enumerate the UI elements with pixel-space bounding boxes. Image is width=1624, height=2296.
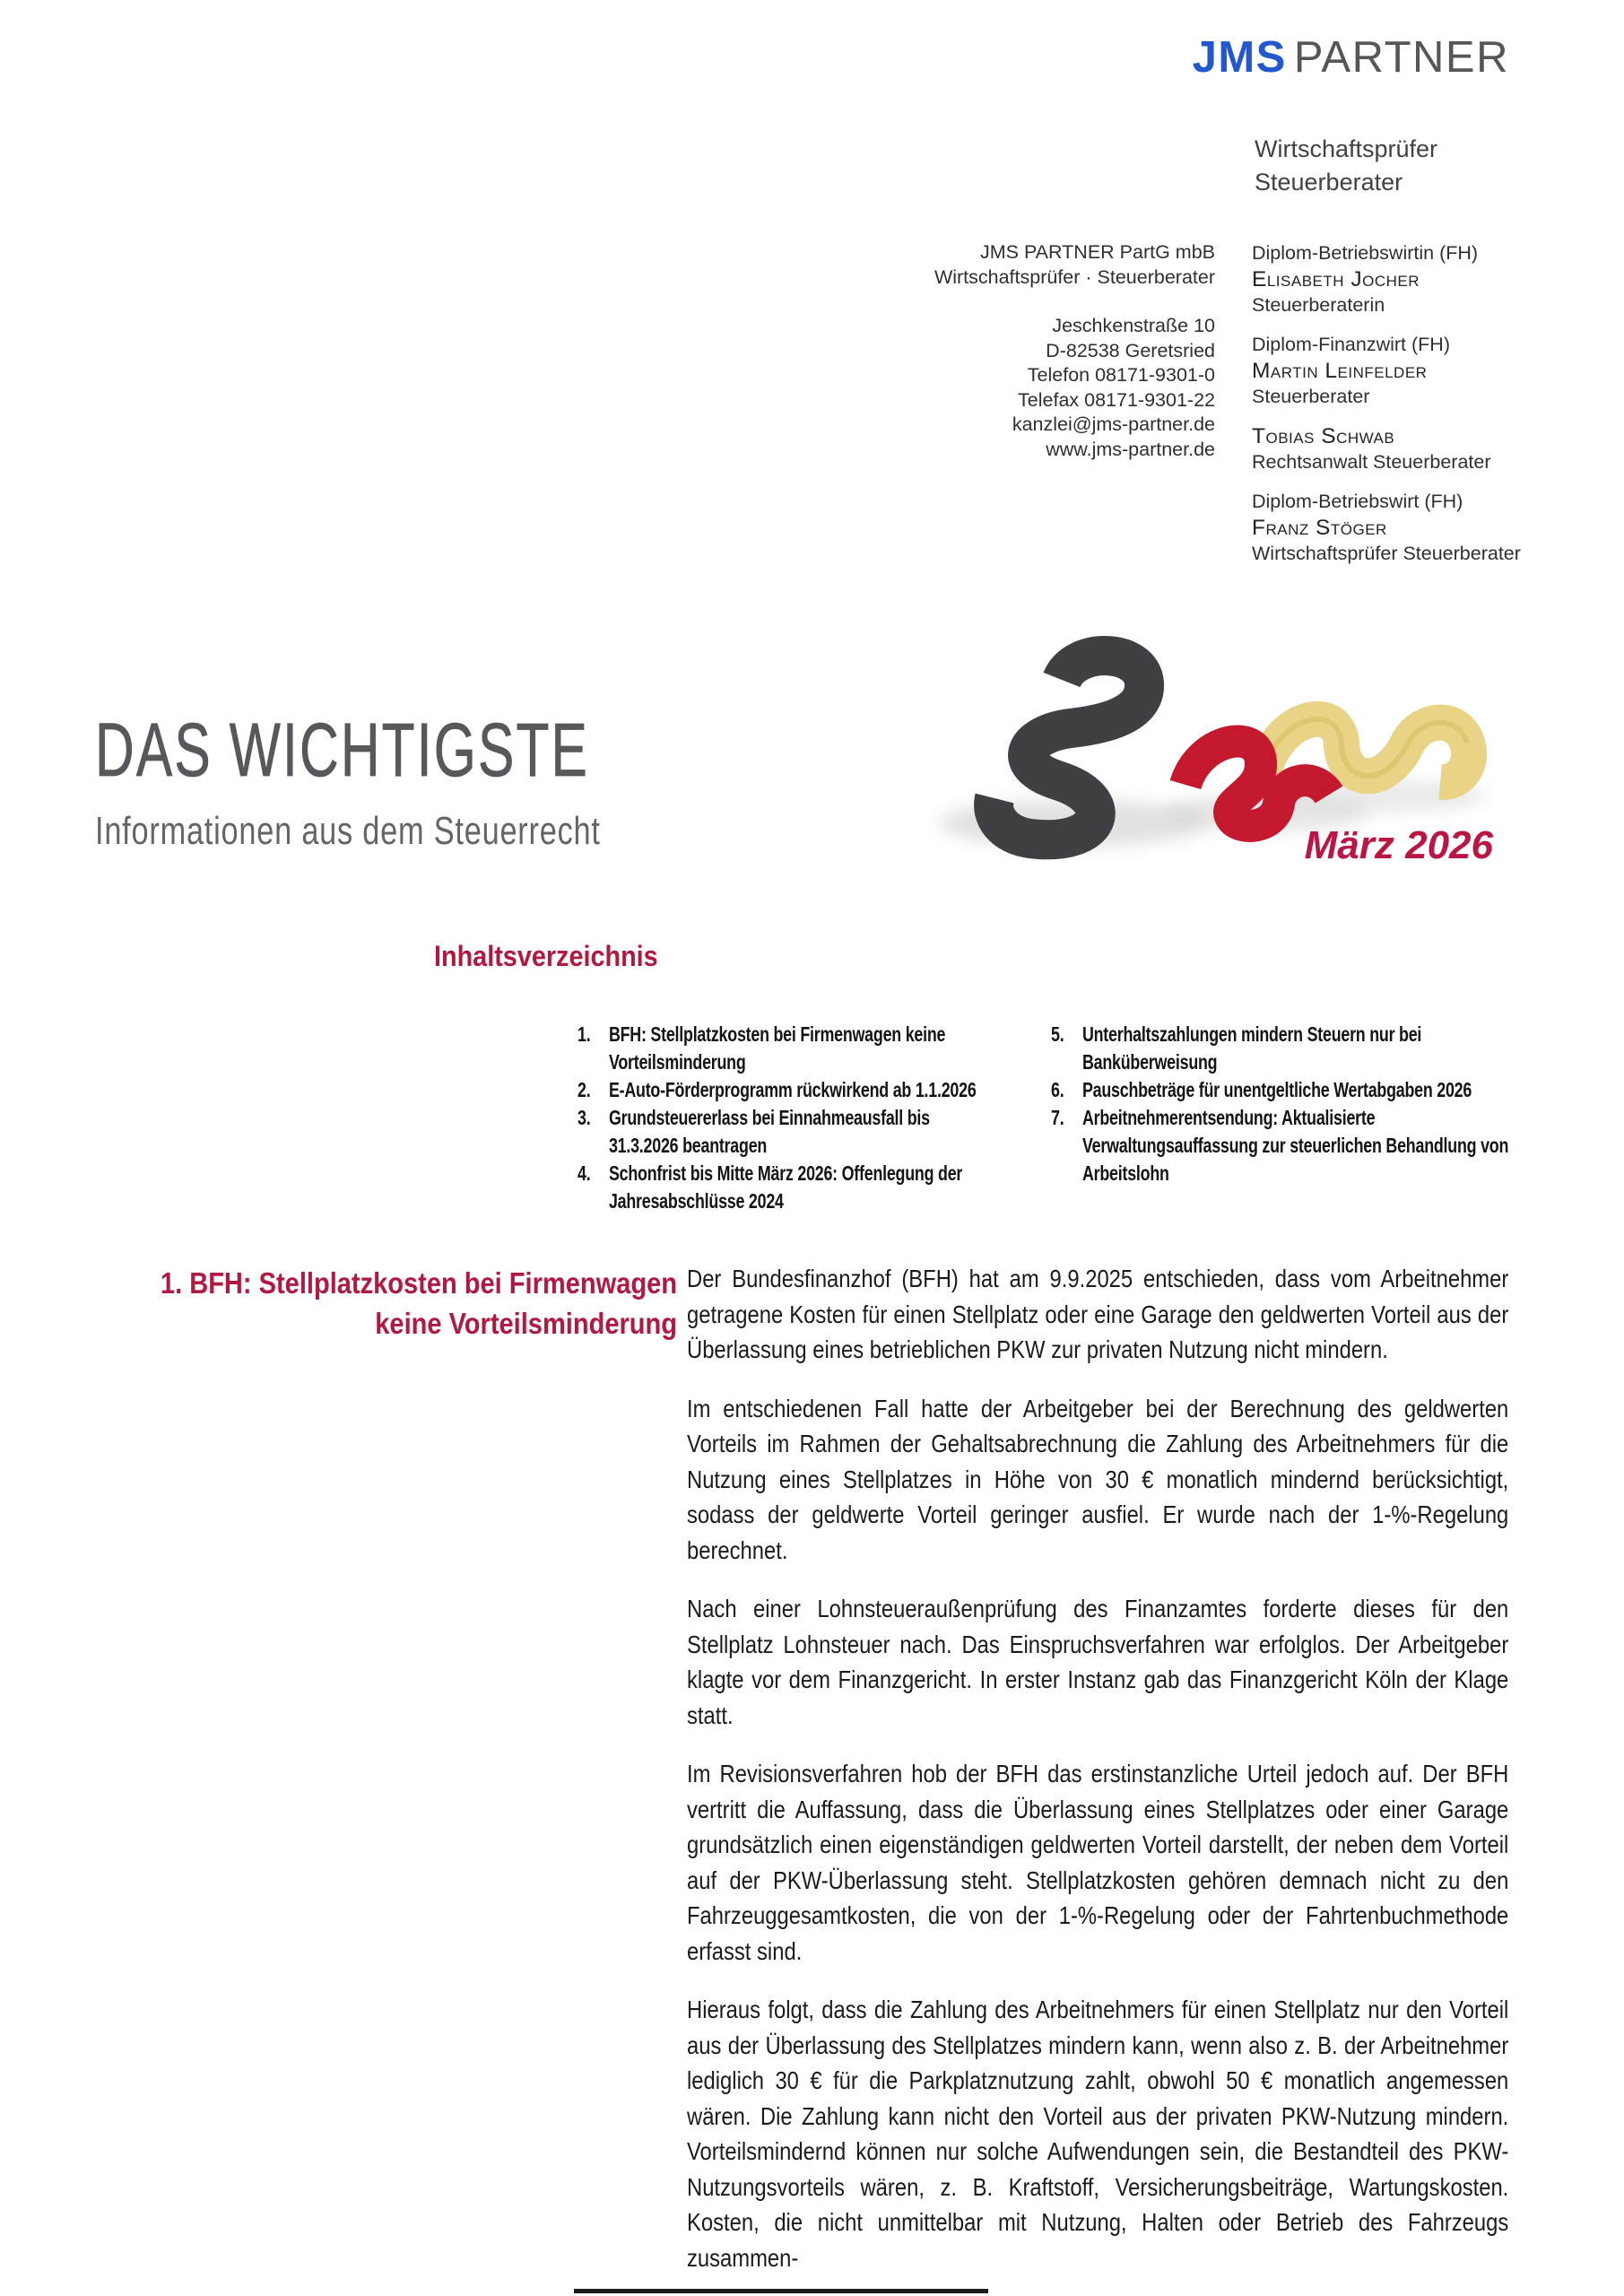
- partner-role: Rechtsanwalt Steuerberater: [1252, 451, 1491, 473]
- partner-role: Steuerberater: [1252, 386, 1370, 407]
- logo-jms: JMS: [1192, 33, 1287, 82]
- firm-professions: Wirtschaftsprüfer · Steuerberater: [934, 265, 1215, 288]
- article-paragraph: Der Bundesfinanzhof (BFH) hat am 9.9.2025 entschieden, dass vom Arbeitnehmer getragene Kosten für einen Stellplatz oder eine Garage den geldwerten Vorteil aus der Überlassung eines betrieblichen PKW zur privaten Nutzung nicht mindern.: [687, 1265, 1509, 1363]
- firm-phone: Telefon 08171-9301-0: [1027, 364, 1215, 386]
- partner-title: Diplom-Finanzwirt (FH): [1252, 334, 1450, 355]
- toc-item: [578, 1076, 1000, 1104]
- firm-website: www.jms-partner.de: [1046, 438, 1215, 460]
- page-title: DAS WICHTIGSTE: [95, 708, 590, 792]
- firm-email: kanzlei@jms-partner.de: [1012, 413, 1215, 435]
- toc-item-text: Pauschbeträge für unentgeltliche Wertabgaben 2026: [1081, 1078, 1472, 1101]
- partner-name: Franz Stöger: [1252, 516, 1387, 540]
- toc-column-right: [1051, 1021, 1515, 1187]
- toc-item-number: 4.: [578, 1161, 591, 1185]
- logo-partner: PARTNER: [1293, 33, 1509, 82]
- toc-item: [578, 1104, 1000, 1160]
- toc-item: [1051, 1104, 1515, 1187]
- toc-item-number: 1.: [578, 1022, 591, 1046]
- toc-item-number: 3.: [578, 1106, 591, 1129]
- article-paragraph: Nach einer Lohnsteueraußenprüfung des Finanzamtes forderte dieses für den Stellplatz Lohnsteuer nach. Das Einspruchsverfahren war erfolglos. Der Arbeitgeber klagte vor dem Finanzgericht. In erster Instanz gab das Finanzgericht Köln der Klage statt.: [687, 1595, 1509, 1729]
- logo-claim: [1255, 133, 1437, 199]
- firm-street: Jeschkenstraße 10: [1052, 315, 1215, 336]
- partner-name: Martin Leinfelder: [1252, 359, 1428, 383]
- toc-item: [1051, 1021, 1515, 1076]
- toc-heading: Inhaltsverzeichnis: [434, 940, 658, 972]
- toc-item: [578, 1160, 1000, 1215]
- firm-logo: [1193, 32, 1509, 83]
- toc-item: [578, 1021, 1000, 1076]
- partner-role: Wirtschaftsprüfer Steuerberater: [1252, 543, 1521, 564]
- toc-item-text: Unterhaltszahlungen mindern Steuern nur bei Banküberweisung: [1081, 1022, 1422, 1074]
- firm-fax: Telefax 08171-9301-22: [1018, 388, 1215, 411]
- firm-contact-block: [934, 240, 1215, 462]
- toc-item-number: 2.: [578, 1078, 591, 1101]
- article-paragraph: Hieraus folgt, dass die Zahlung des Arbeitnehmers für einen Stellplatz nur den Vorteil aus der Überlassung des Stellplatzes mindern kann, wenn also z. B. der Arbeitnehmer lediglich 30 € für die Parkplatznutzung zahlt, obwohl 50 € monatlich angemessen wären. Die Zahlung kann nicht den Vorteil aus der privaten PKW-Nutzung mindern. Vorteilsmindernd können nur solche Aufwendungen sein, die Bestandteil des PKW-Nutzungsvorteils wären, z. B. Kraftstoff, Versicherungsbeiträge, Wartungskosten. Kosten, die nicht unmittelbar mit Nutzung, Halten oder Betrieb des Fahrzeugs zusammen-: [687, 1996, 1509, 2272]
- partner-name: Elisabeth Jocher: [1252, 267, 1420, 291]
- partner-title: Diplom-Betriebswirtin (FH): [1252, 242, 1479, 264]
- toc-item: [1051, 1076, 1515, 1104]
- spacer: [934, 290, 1215, 314]
- article-body: [687, 1261, 1508, 2296]
- article-heading: 1. BFH: Stellplatzkosten bei Firmenwagen keine Vorteilsminderung: [160, 1266, 677, 1340]
- issue-date: März 2026: [1304, 823, 1493, 867]
- toc-column-left: [578, 1021, 1000, 1215]
- toc-item-text: Arbeitnehmerentsendung: Aktualisierte Verwaltungsauffassung zur steuerlichen Behandlung von Arbeitslohn: [1081, 1106, 1509, 1185]
- logo-claim-line1: Wirtschaftsprüfer: [1255, 135, 1438, 162]
- partner-entry: [1252, 489, 1521, 567]
- firm-name: JMS PARTNER PartG mbB: [979, 241, 1215, 263]
- toc-item-number: 5.: [1051, 1022, 1064, 1046]
- firm-city: D-82538 Geretsried: [1046, 339, 1215, 361]
- page-subtitle: Informationen aus dem Steuerrecht: [95, 809, 601, 853]
- toc-item-text: E-Auto-Förderprogramm rückwirkend ab 1.1.2026: [608, 1078, 977, 1101]
- toc-item-text: BFH: Stellplatzkosten bei Firmenwagen keine Vorteilsminderung: [608, 1022, 946, 1074]
- logo-claim-line2: Steuerberater: [1255, 169, 1403, 196]
- article-paragraph: Im entschiedenen Fall hatte der Arbeitgeber bei der Berechnung des geldwerten Vorteils im Rahmen der Gehaltsabrechnung die Zahlung des Arbeitnehmers für die Nutzung eines Stellplatzes in Höhe von 30 € monatlich mindernd berücksichtigt, sodass der geldwerte Vorteil geringer ausfiel. Er wurde nach der 1-%-Regelung berechnet.: [687, 1394, 1509, 1564]
- toc-item-text: Schonfrist bis Mitte März 2026: Offenlegung der Jahresabschlüsse 2024: [608, 1161, 963, 1213]
- partner-entry: [1252, 332, 1521, 410]
- partner-role: Steuerberaterin: [1252, 294, 1385, 316]
- toc-item-number: 7.: [1051, 1106, 1064, 1129]
- partner-title: Diplom-Betriebswirt (FH): [1252, 491, 1463, 512]
- cut-off-text-line: [574, 2289, 988, 2293]
- partner-entry: [1252, 423, 1521, 475]
- partner-list: [1252, 240, 1521, 580]
- partner-name: Tobias Schwab: [1252, 424, 1395, 448]
- toc-item-text: Grundsteuererlass bei Einnahmeausfall bis 31.3.2026 beantragen: [608, 1106, 930, 1157]
- toc-item-number: 6.: [1051, 1078, 1064, 1101]
- article-paragraph: Im Revisionsverfahren hob der BFH das erstinstanzliche Urteil jedoch auf. Der BFH vertritt die Auffassung, dass die Überlassung eines Stellplatzes oder einer Garage grundsätzlich einen eigenständigen geldwerten Vorteil darstellt, der neben dem Vorteil auf der PKW-Überlassung steht. Stellplatzkosten gehören demnach nicht zu den Fahrzeuggesamtkosten, die von der 1-%-Regelung oder der Fahrtenbuchmethode erfasst sind.: [687, 1760, 1509, 1965]
- partner-entry: [1252, 240, 1521, 318]
